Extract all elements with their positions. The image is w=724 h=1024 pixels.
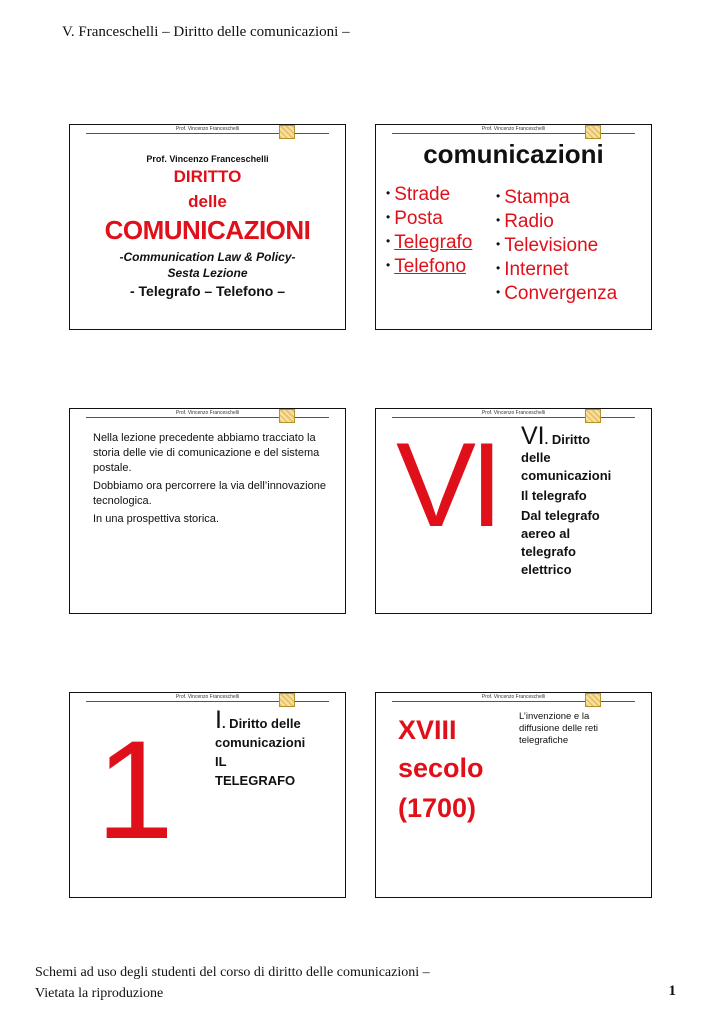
slide-title bbox=[69, 124, 346, 330]
slide-vi bbox=[375, 408, 652, 614]
page-number: 1 bbox=[668, 983, 676, 999]
slide-author: Prof. Vincenzo Franceschelli bbox=[175, 410, 240, 416]
list-item: • Stampa bbox=[496, 187, 570, 208]
list-item: • Internet bbox=[496, 259, 569, 280]
list-item: • Telegrafo bbox=[386, 232, 473, 253]
slide3-paragraph: Dobbiamo ora percorrere la via dell’innovazione tecnologica. bbox=[93, 480, 326, 507]
slide4-numeral: VI bbox=[521, 422, 545, 450]
slide1-topic: - Telegrafo – Telefono – bbox=[129, 283, 286, 299]
university-logo-icon bbox=[279, 125, 295, 139]
list-item: • Convergenza bbox=[496, 283, 618, 304]
slide-1 bbox=[69, 692, 346, 898]
bullet-icon: • bbox=[386, 186, 391, 200]
bullet-icon: • bbox=[496, 285, 501, 299]
slide-author: Prof. Vincenzo Franceschelli bbox=[175, 694, 240, 700]
slide3-paragraph: In una prospettiva storica. bbox=[93, 513, 219, 525]
university-logo-icon bbox=[279, 409, 295, 423]
slide-header bbox=[80, 693, 335, 707]
bullet-icon: • bbox=[386, 258, 391, 272]
list-item: • Telefono bbox=[386, 256, 467, 277]
slide2-title: comunicazioni bbox=[423, 139, 604, 169]
slide-intro bbox=[69, 408, 346, 614]
slide1-lesson: Sesta Lezione bbox=[167, 266, 248, 280]
slide-header bbox=[386, 693, 641, 707]
slide1-prof: Prof. Vincenzo Franceschelli bbox=[146, 154, 269, 164]
slide-xviii-secolo bbox=[375, 692, 652, 898]
slide-header bbox=[80, 125, 335, 139]
slide-comunicazioni bbox=[375, 124, 652, 330]
slide-author: Prof. Vincenzo Franceschelli bbox=[175, 126, 240, 132]
slide2-left-list bbox=[386, 182, 472, 278]
university-logo-icon bbox=[279, 693, 295, 707]
bullet-icon: • bbox=[386, 210, 391, 224]
slide1-comunicazioni: COMUNICAZIONI bbox=[104, 215, 311, 245]
page-footer: Schemi ad uso degli studenti del corso di diritto delle comunicazioni – Vietata la riproduzione bbox=[35, 965, 430, 1001]
slide2-right-list bbox=[496, 185, 617, 305]
university-logo-icon bbox=[585, 409, 601, 423]
slide1-diritto: DIRITTO bbox=[173, 167, 242, 186]
slide-header bbox=[80, 409, 335, 423]
slide-author: Prof. Vincenzo Franceschelli bbox=[481, 126, 546, 132]
list-item: • Posta bbox=[386, 208, 443, 229]
slide-author: Prof. Vincenzo Franceschelli bbox=[481, 410, 546, 416]
slide4-big-numeral: VI bbox=[396, 418, 498, 552]
slide3-text bbox=[93, 431, 333, 527]
university-logo-icon bbox=[585, 125, 601, 139]
bullet-icon: • bbox=[496, 213, 501, 227]
list-item: • Televisione bbox=[496, 235, 599, 256]
slide1-subtitle: -Communication Law & Policy- bbox=[119, 250, 296, 264]
slide-header bbox=[386, 125, 641, 139]
list-item: • Strade bbox=[386, 184, 451, 205]
slide-author: Prof. Vincenzo Franceschelli bbox=[481, 694, 546, 700]
bullet-icon: • bbox=[496, 237, 501, 251]
slide6-heading: XVIII secolo (1700) bbox=[398, 715, 484, 823]
slide5-big-number: 1 bbox=[96, 711, 174, 868]
slide1-delle: delle bbox=[188, 192, 227, 211]
university-logo-icon bbox=[585, 693, 601, 707]
slide6-note: L’invenzione e la diffusione delle reti telegrafiche bbox=[519, 711, 599, 746]
slide4-text: VI. Diritto delle comunicazioni Il telegrafo Dal telegrafo aereo al telegrafo elettrico bbox=[521, 422, 612, 577]
slide5-numeral: I bbox=[215, 706, 222, 734]
slide5-text: I. Diritto delle comunicazioni IL TELEGRAFO bbox=[215, 706, 306, 788]
slide3-paragraph: Nella lezione precedente abbiamo tracciato la storia delle vie di comunicazione e del sistema postale. bbox=[93, 432, 320, 474]
page-header: V. Franceschelli – Diritto delle comunicazioni – bbox=[62, 24, 350, 40]
bullet-icon: • bbox=[386, 234, 391, 248]
list-item: • Radio bbox=[496, 211, 554, 232]
bullet-icon: • bbox=[496, 189, 501, 203]
bullet-icon: • bbox=[496, 261, 501, 275]
